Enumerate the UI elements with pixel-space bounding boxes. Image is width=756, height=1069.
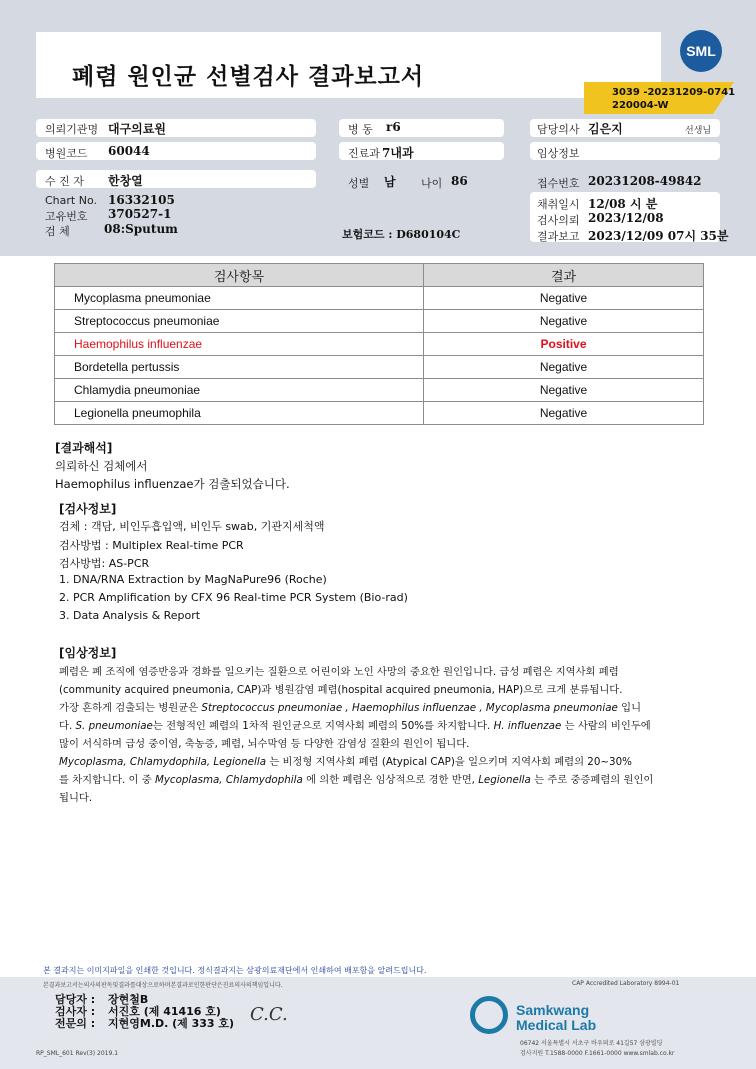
chart-value: 16332105: [108, 193, 175, 207]
table-row: [55, 402, 704, 425]
id-value: 370527-1: [108, 207, 172, 221]
age-label: 나이: [421, 177, 443, 190]
test-result: Negative: [424, 402, 704, 425]
staff-name: 지현영M.D. (제 333 호): [108, 1017, 235, 1030]
receipt-label: 접수번호: [537, 177, 580, 190]
table-row-positive: [55, 333, 704, 356]
doctor-suffix: 선생님: [685, 126, 712, 136]
test-info-line: 검사방법 : Multiplex Real-time PCR: [59, 539, 244, 552]
results-table: [54, 263, 704, 425]
test-info-line: 2. PCR Amplification by CFX 96 Real-time PCR System (Bio-rad): [59, 591, 408, 604]
test-info-heading: [검사정보]: [59, 502, 117, 516]
clinical-info-heading: [임상정보]: [59, 646, 117, 660]
test-item: Legionella pneumophila: [55, 402, 424, 425]
id-label: 고유번호: [45, 210, 88, 223]
test-item: Bordetella pertussis: [55, 356, 424, 379]
barcode-label: [612, 86, 735, 112]
test-result: Negative: [424, 287, 704, 310]
footer-fine-print: 본결과보고서는의사의판독및결과를대상으로하며본결과로인한판단은진료의사의책임입니다.: [43, 982, 283, 989]
clinical-paragraph-line: 다. S. pneumoniae는 전형적인 폐렴의 1차적 원인균으로 지역사회 폐렴의 50%를 차지합니다. H. influenzae 는 사람의 비인두에: [59, 720, 651, 732]
lab-contact: 검사지원 T.1588-0000 F.1661-0000 www.smlab.co.kr: [520, 1050, 675, 1057]
clinical-paragraph-line: 를 차지합니다. 이 중 Mycoplasma, Chlamydophila 에 의한 폐렴은 임상적으로 경한 반면, Legionella 는 주로 중증폐렴의 원인이: [59, 774, 654, 786]
staff-name: 장현철B: [108, 993, 149, 1006]
test-info-line: 1. DNA/RNA Extraction by MagNaPure96 (Roche): [59, 573, 327, 586]
test-info-line: 3. Data Analysis & Report: [59, 609, 201, 622]
request-label: 검사의뢰: [537, 214, 580, 227]
clinical-paragraph-line: 폐렴은 폐 조직에 염증반응과 경화를 일으키는 질환으로 어린이와 노인 사망의 중요한 원인입니다. 급성 폐렴은 지역사회 폐렴: [59, 666, 619, 678]
clinical-label: 임상정보: [537, 147, 580, 160]
lab-name-1: Samkwang: [516, 1002, 590, 1018]
test-item: Streptococcus pneumoniae: [55, 310, 424, 333]
patient-label: 수 진 자: [45, 175, 84, 188]
hospital-code-value: 60044: [108, 144, 150, 158]
sex-value: 남: [384, 175, 396, 189]
sml-lab-logo-icon: [470, 996, 508, 1034]
doctor-label: 담당의사: [537, 123, 580, 136]
lab-name-2: Medical Lab: [516, 1017, 597, 1033]
test-item: Chlamydia pneumoniae: [55, 379, 424, 402]
test-result: Negative: [424, 379, 704, 402]
clinical-paragraph-line: 됩니다.: [59, 792, 93, 804]
lab-address: 06742 서울특별시 서초구 바우뫼로 41길57 삼광빌딩: [520, 1040, 663, 1047]
ward-label: 병 동: [348, 123, 373, 136]
signature: C.C.: [250, 1004, 288, 1025]
barcode-line-1: 3039 -20231209-0741: [612, 87, 736, 98]
dept-value: 7내과: [382, 146, 414, 160]
patient-value: 한창열: [108, 174, 143, 188]
cap-accreditation: CAP Accredited Laboratory 8994-01: [572, 980, 680, 987]
table-row: [55, 379, 704, 402]
interpretation-line-2: Haemophilus influenzae가 검출되었습니다.: [55, 477, 290, 491]
specimen-label: 검 체: [45, 225, 70, 238]
clinical-paragraph-line: 많이 서식하며 급성 중이염, 축농증, 폐렴, 뇌수막염 등 다양한 감염성 질환의 원인이 됩니다.: [59, 738, 470, 750]
footer-notice: 본 결과지는 이미지파일을 인쇄한 것입니다. 정식결과지는 삼광의료재단에서 인쇄하여 배포함을 알려드립니다.: [43, 966, 427, 975]
report-value: 2023/12/09 07시 35분: [588, 229, 729, 243]
test-info-line: 검사방법: AS-PCR: [59, 557, 150, 570]
test-item: Mycoplasma pneumoniae: [55, 287, 424, 310]
document-code: RP_SML_601 Rev(3) 2019.1: [36, 1050, 119, 1057]
specimen-value: 08:Sputum: [104, 222, 178, 236]
interpretation-line-1: 의뢰하신 검체에서: [55, 459, 148, 473]
table-row: [55, 356, 704, 379]
sml-logo-icon: SML: [680, 30, 722, 72]
column-header-result: 결과: [424, 264, 704, 287]
collect-value: 12/08 시 분: [588, 197, 658, 211]
column-header-item: 검사항목: [55, 264, 424, 287]
insurance-code: 보험코드 : D680104C: [342, 228, 461, 241]
clinical-paragraph-line: (community acquired pneumonia, CAP)과 병원감염 폐렴(hospital acquired pneumonia, HAP)으로 크게 분류됩니다.: [59, 684, 623, 696]
test-item: Haemophilus influenzae: [55, 333, 424, 356]
staff-name: 서진호 (제 41416 호): [108, 1005, 221, 1018]
report-label: 결과보고: [537, 230, 580, 243]
chart-label: Chart No.: [45, 194, 97, 207]
collect-label: 채취일시: [537, 198, 580, 211]
staff-label: 담당자 :: [55, 993, 96, 1006]
staff-label: 검사자 :: [55, 1005, 96, 1018]
staff-label: 전문의 :: [55, 1017, 96, 1030]
doctor-value: 김은지: [588, 122, 623, 136]
table-header-row: [55, 264, 704, 287]
sex-label: 성별: [348, 177, 370, 190]
receipt-value: 20231208-49842: [588, 174, 702, 188]
table-row: [55, 310, 704, 333]
institution-label: 의뢰기관명: [45, 123, 99, 136]
clinical-paragraph-line: Mycoplasma, Chlamydophila, Legionella 는 비정형 지역사회 폐렴 (Atypical CAP)을 일으키며 지역사회 폐렴의 20~30%: [59, 756, 632, 768]
interpretation-heading: [결과해석]: [55, 441, 113, 455]
test-info-line: 검체 : 객담, 비인두흡입액, 비인두 swab, 기관지세척액: [59, 520, 325, 533]
report-title: 폐렴 원인균 선별검사 결과보고서: [72, 64, 425, 90]
clinical-paragraph-line: 가장 흔하게 검출되는 병원균은 Streptococcus pneumoniae , Haemophilus influenzae , Mycoplasma pneumoniae 입니: [59, 702, 642, 714]
test-result: Positive: [424, 333, 704, 356]
test-result: Negative: [424, 310, 704, 333]
test-result: Negative: [424, 356, 704, 379]
ward-value: r6: [386, 120, 401, 134]
hospital-code-label: 병원코드: [45, 147, 88, 160]
age-value: 86: [451, 174, 468, 188]
barcode-line-2: 220004-W: [612, 100, 669, 111]
dept-label: 진료과: [348, 147, 380, 160]
request-value: 2023/12/08: [588, 211, 664, 225]
institution-value: 대구의료원: [108, 122, 166, 136]
table-row: [55, 287, 704, 310]
